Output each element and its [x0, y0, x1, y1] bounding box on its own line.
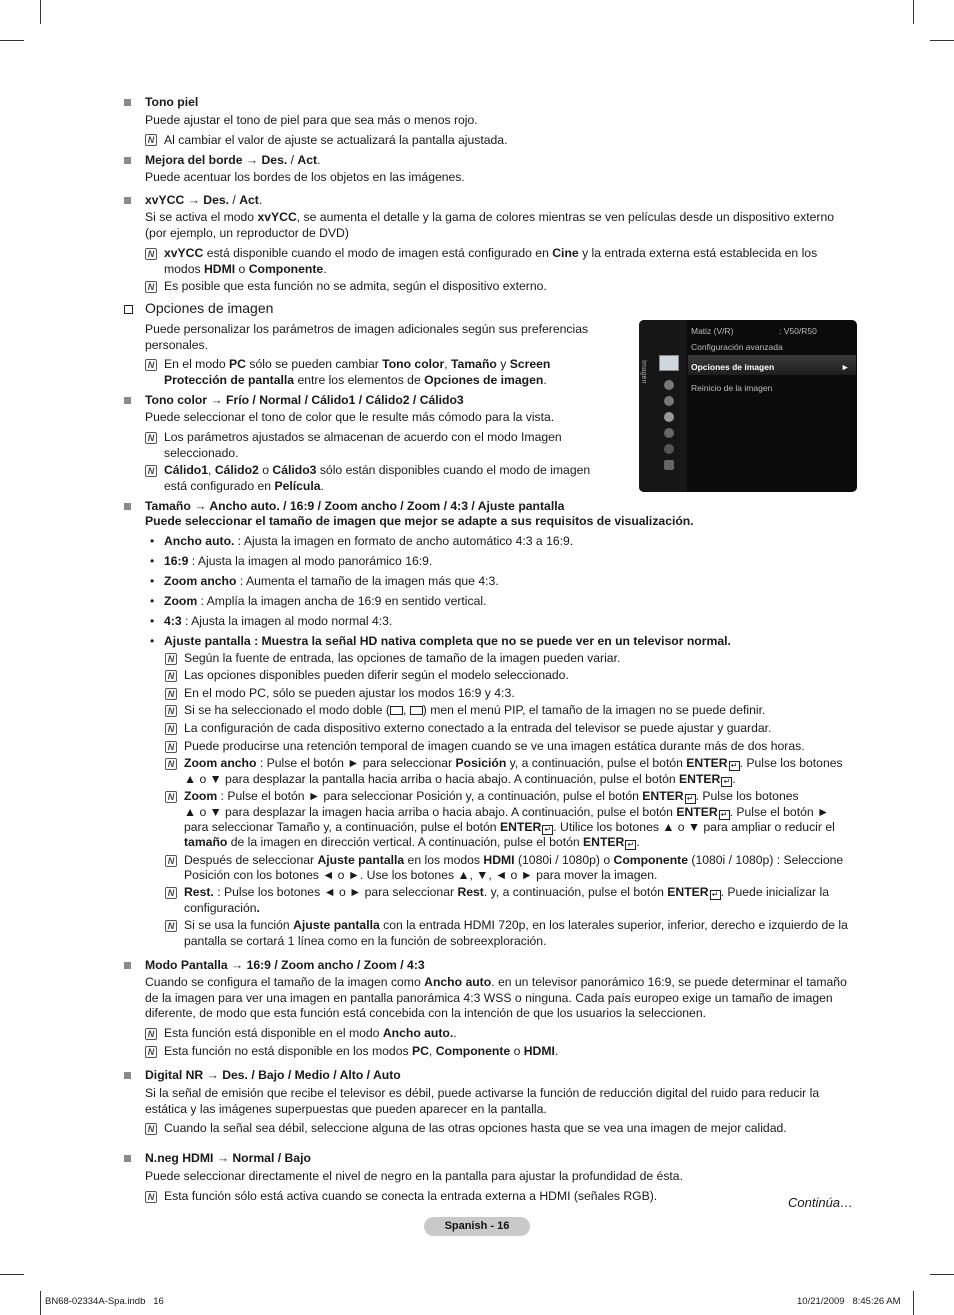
- note-icon: N: [165, 723, 177, 735]
- setup-icon: [664, 412, 674, 422]
- footer-date: 10/21/2009 8:45:26 AM: [797, 1296, 901, 1307]
- item-desc: [145, 975, 847, 991]
- item-desc: Puede ajustar el tono de piel para que sea más o menos rojo.: [145, 113, 478, 127]
- item-title-tono-color: Tono color → Frío / Normal / Cálido1 / Cálido2 / Cálido3: [145, 393, 464, 407]
- input-icon: [664, 428, 674, 438]
- title-text: Mejora del borde: [145, 153, 243, 167]
- separator: /: [232, 193, 236, 207]
- note-icon: N: [145, 432, 157, 444]
- note-icon: N: [145, 465, 157, 477]
- note-icon: N: [165, 741, 177, 753]
- text: Ajuste pantalla: [317, 853, 405, 867]
- option: Des.: [261, 153, 288, 167]
- note-text: Cálido1, Cálido2 o Cálido3 sólo están disponibles cuando el modo de imagen está configurado en Película.: [164, 463, 591, 493]
- bullet-value: : Ajusta la imagen al modo panorámico 16:9.: [188, 554, 433, 568]
- text: ENTER: [667, 885, 709, 899]
- bullet-value: : Ajusta la imagen al modo normal 4:3.: [181, 614, 393, 628]
- item-marker: [124, 397, 131, 404]
- note-text: [184, 703, 765, 719]
- text: configuración: [184, 901, 257, 915]
- text: ▲ o ▼ para desplazar la pantalla hacia arriba o hacia abajo. A continuación, pulse el botón: [184, 772, 680, 786]
- menu-row-label: Matiz (V/R): [691, 326, 734, 336]
- text: (1080i / 1080p) o: [514, 853, 614, 867]
- text: Zoom: [184, 789, 218, 803]
- text: tamaño: [184, 835, 228, 849]
- text: Screen Protección de pantalla: [164, 357, 551, 387]
- crop-mark: [0, 1274, 24, 1275]
- note-text: [184, 789, 799, 805]
- item-title-mejora-borde: Mejora del borde → Des. / Act.: [145, 153, 321, 167]
- note-text: [184, 885, 829, 901]
- separator: /: [290, 153, 295, 167]
- item-desc: Puede seleccionar el tono de color que le resulte más cómodo para la vista.: [145, 410, 555, 424]
- note-icon: N: [145, 1046, 157, 1058]
- text: ▲ o ▼ para desplazar la imagen hacia arriba o hacia abajo. A continuación, pulse el botón: [184, 805, 677, 819]
- item-marker: [124, 503, 131, 510]
- note-icon: N: [145, 1191, 157, 1203]
- text: Película: [274, 478, 321, 493]
- menu-row-selected: Opciones de imagen: [691, 362, 775, 372]
- note-icon: N: [165, 688, 177, 700]
- option: Act: [297, 153, 318, 167]
- text: . Puede inicializar la: [720, 885, 829, 899]
- bullet-key: Ajuste pantalla : Muestra la señal HD nativa completa que no se puede ver en un televisor normal.: [164, 634, 731, 648]
- note-text: xvYCC está disponible cuando el modo de imagen está configurado en Cine y la entrada externa está establecida en los modos HDMI o Componente.: [164, 246, 818, 276]
- text: Después de seleccionar: [184, 853, 318, 867]
- bullet-dot: •: [150, 634, 155, 648]
- item-marker: [124, 1155, 131, 1162]
- text: HDMI: [203, 261, 236, 276]
- bullet-key: 16:9: [164, 554, 189, 568]
- option: Act: [239, 193, 259, 207]
- text: Esta función no está disponible en los modos: [164, 1044, 412, 1058]
- item-marker: [124, 157, 131, 164]
- item-title-digital-nr: Digital NR → Des. / Bajo / Medio / Alto / Auto: [145, 1068, 401, 1082]
- text: Componente: [613, 853, 688, 867]
- text: Cuando se configura el tamaño de la imagen como: [145, 975, 425, 989]
- note-text: En el modo PC, sólo se pueden ajustar los modos 16:9 y 4:3.: [184, 686, 515, 700]
- note-text: ▲ o ▼ para desplazar la pantalla hacia arriba o hacia abajo. A continuación, pulse el botón ENTER ↵ .: [184, 772, 736, 786]
- bullet-value: : Ajusta la imagen en formato de ancho automático 4:3 a 16:9.: [234, 534, 574, 548]
- tv-menu-screenshot: [639, 320, 857, 492]
- pip-double-icon: [390, 706, 403, 715]
- text: . Utilice los botones ▲ o ▼ para ampliar o reducir el: [553, 820, 835, 834]
- item-marker: [124, 197, 131, 204]
- picture-icon: [659, 355, 679, 371]
- item-title-tamano: Tamaño → Ancho auto. / 16:9 / Zoom ancho / Zoom / 4:3 / Ajuste pantalla: [145, 499, 565, 513]
- enter-icon: ↵: [542, 825, 553, 835]
- note-icon: N: [145, 1123, 157, 1135]
- note-text: Esta función está disponible en el modo Ancho auto..: [164, 1026, 457, 1040]
- note-text: Posición con los botones ◄ o ►. Use los botones ▲, ▼, ◄ o ► para mover la imagen.: [184, 868, 658, 882]
- text: y, a continuación, pulse el botón: [506, 756, 687, 770]
- bullet-dot: •: [150, 534, 155, 548]
- text: Componente: [248, 261, 324, 276]
- text: Esta función está disponible en el modo: [164, 1026, 383, 1040]
- bullet-key: 4:3: [164, 614, 182, 628]
- enter-icon: ↵: [685, 794, 696, 804]
- application-icon: [664, 444, 674, 454]
- section-desc: Puede personalizar los parámetros de imagen adicionales según sus preferencias personales.: [145, 322, 589, 352]
- note-text: [184, 805, 829, 821]
- text: . y, a continuación, pulse el botón: [483, 885, 668, 899]
- note-icon: N: [145, 1028, 157, 1040]
- note-icon: N: [165, 670, 177, 682]
- text: Posición: [455, 756, 507, 770]
- text: con la entrada HDMI 720p, en los laterales superior, inferior, derecho e izquierdo de la: [379, 918, 848, 932]
- text: Componente: [435, 1044, 511, 1058]
- menu-row: Configuración avanzada: [691, 342, 783, 352]
- option: Des.: [203, 193, 230, 207]
- note-text: Las opciones disponibles pueden diferir según el modelo seleccionado.: [184, 668, 569, 682]
- note-text: Puede producirse una retención temporal de imagen cuando se ve una imagen estática durante más de dos horas.: [184, 739, 805, 753]
- text: HDMI: [523, 1044, 555, 1058]
- bullet-text: [164, 634, 731, 650]
- text: xvYCC: [257, 210, 297, 224]
- text: . en un televisor panorámico 16:9, se puede determinar el tamaño: [491, 975, 847, 989]
- text: HDMI: [483, 853, 515, 867]
- note-text: [184, 756, 843, 772]
- note-icon: N: [165, 887, 177, 899]
- note-text: [184, 918, 848, 934]
- text: ENTER: [676, 805, 718, 819]
- item-title-tono-piel: Tono piel: [145, 95, 199, 109]
- item-title-modo-pantalla: Modo Pantalla → 16:9 / Zoom ancho / Zoom / 4:3: [145, 958, 425, 972]
- arrow: →: [187, 193, 200, 207]
- text: ,: [402, 703, 407, 717]
- text: entre los elementos de: [297, 372, 421, 387]
- text: Rest.: [184, 885, 214, 899]
- text: Cálido3: [272, 463, 317, 477]
- note-icon: N: [145, 248, 157, 260]
- item-title-xvycc: xvYCC → Des. / Act.: [145, 193, 263, 207]
- bullet-text: [164, 554, 432, 570]
- text: Cálido1: [164, 463, 209, 477]
- text: en los modos: [404, 853, 484, 867]
- note-text: Según la fuente de entrada, las opciones de tamaño de la imagen pueden variar.: [184, 651, 621, 665]
- text: ENTER: [686, 756, 728, 770]
- text: . Pulse los botones: [739, 756, 843, 770]
- text: , se aumenta el detalle y la gama de colores mientras se ven películas desde un dispositivo externo (por ejemplo, un reproductor de DVD): [145, 210, 834, 240]
- item-marker: [124, 962, 131, 969]
- enter-icon: ↵: [710, 890, 721, 900]
- text: Tono color: [382, 357, 445, 371]
- text: sólo están disponibles cuando el modo de imagen está configurado en: [164, 463, 591, 493]
- text: y la entrada externa está establecida en los modos: [164, 246, 818, 276]
- note-text: Cuando la señal sea débil, seleccione alguna de las otras opciones hasta que se vea una imagen de mejor calidad.: [164, 1121, 787, 1135]
- bullet-key: Ancho auto.: [164, 534, 235, 548]
- bullet-key: Zoom ancho: [164, 574, 237, 588]
- bullet-dot: •: [150, 614, 155, 628]
- text: o: [513, 1044, 521, 1058]
- text: . Pulse el botón ►: [729, 805, 830, 819]
- channel-icon: [664, 396, 674, 406]
- text: En el modo: [164, 357, 226, 371]
- text: PC: [229, 357, 246, 371]
- bullet-dot: •: [150, 594, 155, 608]
- crop-mark: [930, 1274, 954, 1275]
- text: Opciones de imagen: [424, 372, 544, 387]
- text: está disponible cuando el modo de imagen está configurado en: [206, 246, 549, 260]
- crop-mark: [40, 0, 41, 24]
- enter-icon: ↵: [729, 761, 740, 771]
- bullet-key: Zoom: [164, 594, 198, 608]
- text: o: [238, 261, 246, 276]
- menu-row-arrow-icon: ►: [841, 362, 850, 372]
- note-icon: N: [165, 920, 177, 932]
- note-icon: N: [165, 791, 177, 803]
- text: : Pulse el botón ► para seleccionar: [256, 756, 456, 770]
- text: Ancho auto: [424, 975, 492, 989]
- note-text: Esta función sólo está activa cuando se conecta la entrada externa a HDMI (señales RGB).: [164, 1189, 658, 1203]
- text: o: [262, 463, 270, 477]
- crop-mark: [913, 1291, 914, 1315]
- note-text: Los parámetros ajustados se almacenan de acuerdo con el modo Imagen seleccionado.: [164, 430, 562, 460]
- text: (1080i / 1080p) : Seleccione: [688, 853, 844, 867]
- text: PC: [411, 1044, 429, 1058]
- pip-double-icon: [410, 706, 423, 715]
- note-text: [184, 853, 843, 869]
- text: . Pulse los botones: [695, 789, 799, 803]
- bullet-text: [164, 574, 499, 590]
- note-text: Esta función no está disponible en los modos PC, Componente o HDMI.: [164, 1044, 559, 1058]
- enter-icon: ↵: [719, 810, 730, 820]
- menu-side-label: Imagen: [640, 360, 647, 384]
- note-icon: N: [165, 705, 177, 717]
- title-text: xvYCC: [145, 193, 185, 207]
- text: Rest: [457, 885, 484, 899]
- text: Si se ha seleccionado el modo doble (: [184, 703, 390, 717]
- text: Si se activa el modo: [145, 210, 255, 224]
- bullet-value: : Aumenta el tamaño de la imagen más que 4:3.: [236, 574, 499, 588]
- note-icon: N: [145, 281, 157, 293]
- enter-icon: ↵: [625, 840, 636, 850]
- bullet-text: [164, 594, 486, 610]
- text: ENTER: [499, 820, 542, 834]
- item-desc: Si la señal de emisión que recibe el televisor es débil, puede activarse la función de reducción digital del ruido para reducir la estática y las imágenes superpuestas que pueden aparecer en la pantalla.: [145, 1086, 820, 1116]
- text: : Pulse los botones ◄ o ► para seleccionar: [213, 885, 458, 899]
- text: de la imagen en dirección vertical. A continuación, pulse el botón: [227, 835, 584, 849]
- bullet-dot: •: [150, 574, 155, 588]
- note-icon: N: [165, 653, 177, 665]
- crop-mark: [40, 1291, 41, 1315]
- note-icon: N: [165, 855, 177, 867]
- bullet-text: [164, 614, 392, 630]
- text: para seleccionar Tamaño y, a continuación, pulse el botón: [184, 820, 500, 834]
- text: Cine: [552, 246, 579, 260]
- note-icon: N: [145, 359, 157, 371]
- bullet-dot: •: [150, 554, 155, 568]
- page-number-badge: Spanish - 16: [424, 1217, 530, 1236]
- note-text: En el modo PC sólo se pueden cambiar Tono color, Tamaño y Screen Protección de pantalla entre los elementos de Opciones de imagen.: [164, 357, 551, 387]
- section-title: Opciones de imagen: [145, 300, 274, 316]
- text: ENTER: [642, 789, 684, 803]
- footer-file: BN68-02334A-Spa.indb 16: [45, 1296, 164, 1307]
- menu-row: Reinicio de la imagen: [691, 383, 773, 393]
- crop-mark: [0, 40, 24, 41]
- note-text: La configuración de cada dispositivo externo conectado a la entrada del televisor se puede ajustar y guardar.: [184, 721, 772, 735]
- note-icon: N: [165, 758, 177, 770]
- text: : Pulse el botón ► para seleccionar Posición y, a continuación, pulse el botón: [217, 789, 643, 803]
- crop-mark: [913, 0, 914, 24]
- text: sólo se pueden cambiar: [249, 357, 379, 371]
- item-subtitle: Puede seleccionar el tamaño de imagen que mejor se adapte a sus requisitos de visualización.: [145, 514, 694, 528]
- text: Si se usa la función: [184, 918, 294, 932]
- sound-icon: [664, 380, 674, 390]
- text: xvYCC: [164, 246, 204, 260]
- note-icon: N: [145, 134, 157, 146]
- text: y: [500, 357, 507, 371]
- section-checkbox-icon: [124, 305, 133, 314]
- text: ENTER: [679, 772, 721, 786]
- text: Ajuste pantalla: [293, 918, 380, 932]
- text: Tamaño: [451, 357, 497, 371]
- menu-row-value: : V50/R50: [779, 326, 817, 336]
- item-desc: Puede seleccionar directamente el nivel de negro en la pantalla para ajustar la profundidad de ésta.: [145, 1169, 683, 1183]
- text: Ancho auto.: [382, 1026, 454, 1040]
- continued-label: Continúa…: [788, 1195, 854, 1210]
- menu-sidebar: [639, 320, 687, 492]
- text: Zoom ancho: [184, 756, 257, 770]
- item-desc: diferente, de modo que esta función está concebida con la intención de que los usuarios la seleccionen.: [145, 1006, 706, 1020]
- item-marker: [124, 1072, 131, 1079]
- support-icon: [664, 460, 674, 470]
- text: Cálido2: [214, 463, 259, 477]
- item-desc: Puede acentuar los bordes de los objetos en las imágenes.: [145, 170, 465, 184]
- item-desc: de la imagen para ver una imagen en pantalla panorámica 4:3 WSS o ninguna. Cada país europeo exige un tamaño de imagen: [145, 991, 833, 1005]
- item-marker: [124, 99, 131, 106]
- arrow: →: [245, 153, 259, 167]
- bullet-value: : Amplía la imagen ancha de 16:9 en sentido vertical.: [197, 594, 487, 608]
- enter-icon: ↵: [721, 777, 732, 787]
- text: ) men el menú PIP, el tamaño de la imagen no se puede definir.: [422, 703, 766, 717]
- note-text: configuración.: [184, 901, 260, 915]
- note-text: [184, 820, 835, 836]
- note-text: tamaño de la imagen en dirección vertical. A continuación, pulse el botón ENTER ↵ .: [184, 835, 640, 849]
- note-text: Al cambiar el valor de ajuste se actualizará la pantalla ajustada.: [164, 133, 508, 147]
- bullet-text: [164, 534, 573, 550]
- text: ENTER: [583, 835, 625, 849]
- note-text: pantalla se cortará 1 línea como en la función de sobreexploración.: [184, 934, 547, 948]
- item-title-nneg-hdmi: N.neg HDMI → Normal / Bajo: [145, 1151, 311, 1165]
- crop-mark: [930, 40, 954, 41]
- item-desc: [145, 210, 845, 241]
- note-text: Es posible que esta función no se admita, según el dispositivo externo.: [164, 279, 547, 293]
